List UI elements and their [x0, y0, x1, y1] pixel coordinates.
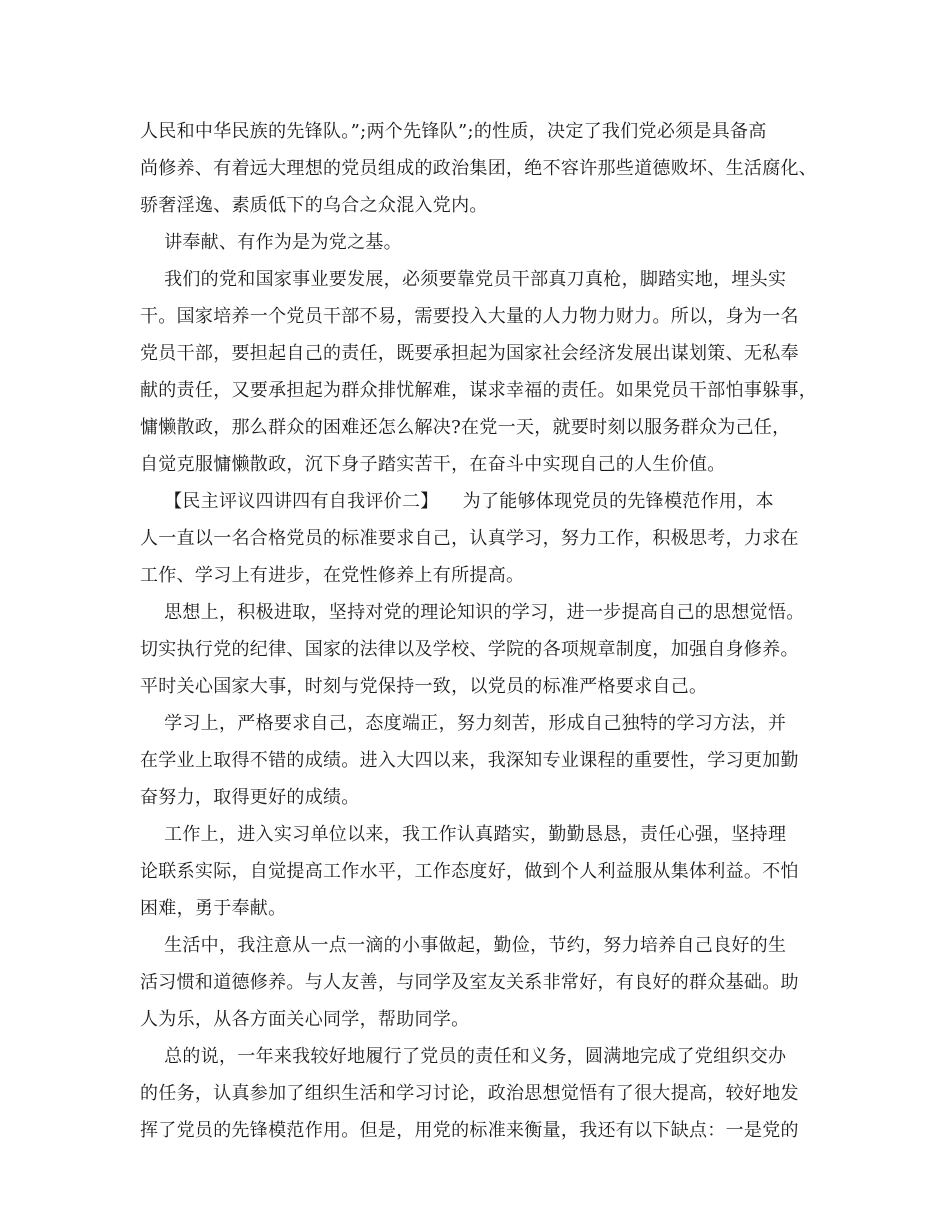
- text-line: 讲奉献、有作为是为党之基。: [140, 232, 402, 253]
- text-line: 人一直以一名合格党员的标准要求自己，认真学习，努力工作，积极思考，力求在: [140, 528, 799, 549]
- text-line: 自觉克服慵懒散政，沉下身子踏实苦干，在奋斗中实现自己的人生价值。: [140, 454, 726, 475]
- text-line: 党员干部，要担起自己的责任，既要承担起为国家社会经济发展出谋划策、无私奉: [140, 343, 799, 364]
- text-line: 学习上，严格要求自己，态度端正，努力刻苦，形成自己独特的学习方法，并: [140, 713, 787, 734]
- text-line: 挥了党员的先锋模范作用。但是，用党的标准来衡量，我还有以下缺点：一是党的: [140, 1120, 799, 1141]
- text-line: 【民主评议四讲四有自我评价二】 为了能够体现党员的先锋模范作用，本: [140, 491, 774, 512]
- text-line: 在学业上取得不错的成绩。进入大四以来，我深知专业课程的重要性，学习更加勤: [140, 750, 799, 771]
- text-line: 奋努力，取得更好的成绩。: [140, 787, 360, 808]
- text-line: 工作、学习上有进步，在党性修养上有所提高。: [140, 565, 525, 586]
- text-line: 困难，勇于奉献。: [140, 898, 287, 919]
- text-line: 人民和中华民族的先锋队。”;两个先锋队”;的性质，决定了我们党必须是具备高: [140, 121, 767, 142]
- text-line: 工作上，进入实习单位以来，我工作认真踏实，勤勤恳恳，责任心强，坚持理: [140, 824, 787, 845]
- text-line: 尚修养、有着远大理想的党员组成的政治集团，绝不容许那些道德败坏、生活腐化、: [140, 158, 818, 179]
- text-line: 平时关心国家大事，时刻与党保持一致，以党员的标准严格要求自己。: [140, 676, 708, 697]
- text-line: 我们的党和国家事业要发展，必须要靠党员干部真刀真枪，脚踏实地，埋头实: [140, 269, 787, 290]
- document-body: [140, 113, 830, 1149]
- text-line: 慵懒散政，那么群众的困难还怎么解决?在党一天，就要时刻以服务群众为己任，: [140, 417, 791, 438]
- text-line: 生活中，我注意从一点一滴的小事做起，勤俭，节约，努力培养自己良好的生: [140, 935, 787, 956]
- text-line: 活习惯和道德修养。与人友善，与同学及室友关系非常好，有良好的群众基础。助: [140, 972, 799, 993]
- text-line: 论联系实际，自觉提高工作水平，工作态度好，做到个人利益服从集体利益。不怕: [140, 861, 799, 882]
- text-line: 人为乐，从各方面关心同学，帮助同学。: [140, 1009, 470, 1030]
- text-line: 骄奢淫逸、素质低下的乌合之众混入党内。: [140, 195, 488, 216]
- text-line: 思想上，积极进取，坚持对党的理论知识的学习，进一步提高自己的思想觉悟。: [140, 602, 805, 623]
- text-line: 的任务，认真参加了组织生活和学习讨论，政治思想觉悟有了很大提高，较好地发: [140, 1083, 799, 1104]
- text-line: 献的责任，又要承担起为群众排忧解难，谋求幸福的责任。如果党员干部怕事躲事，: [140, 380, 818, 401]
- text-line: 总的说，一年来我较好地履行了党员的责任和义务，圆满地完成了党组织交办: [140, 1046, 787, 1067]
- text-line: 切实执行党的纪律、国家的法律以及学校、学院的各项规章制度，加强自身修养。: [140, 639, 799, 660]
- text-line: 干。国家培养一个党员干部不易，需要投入大量的人力物力财力。所以，身为一名: [140, 306, 799, 327]
